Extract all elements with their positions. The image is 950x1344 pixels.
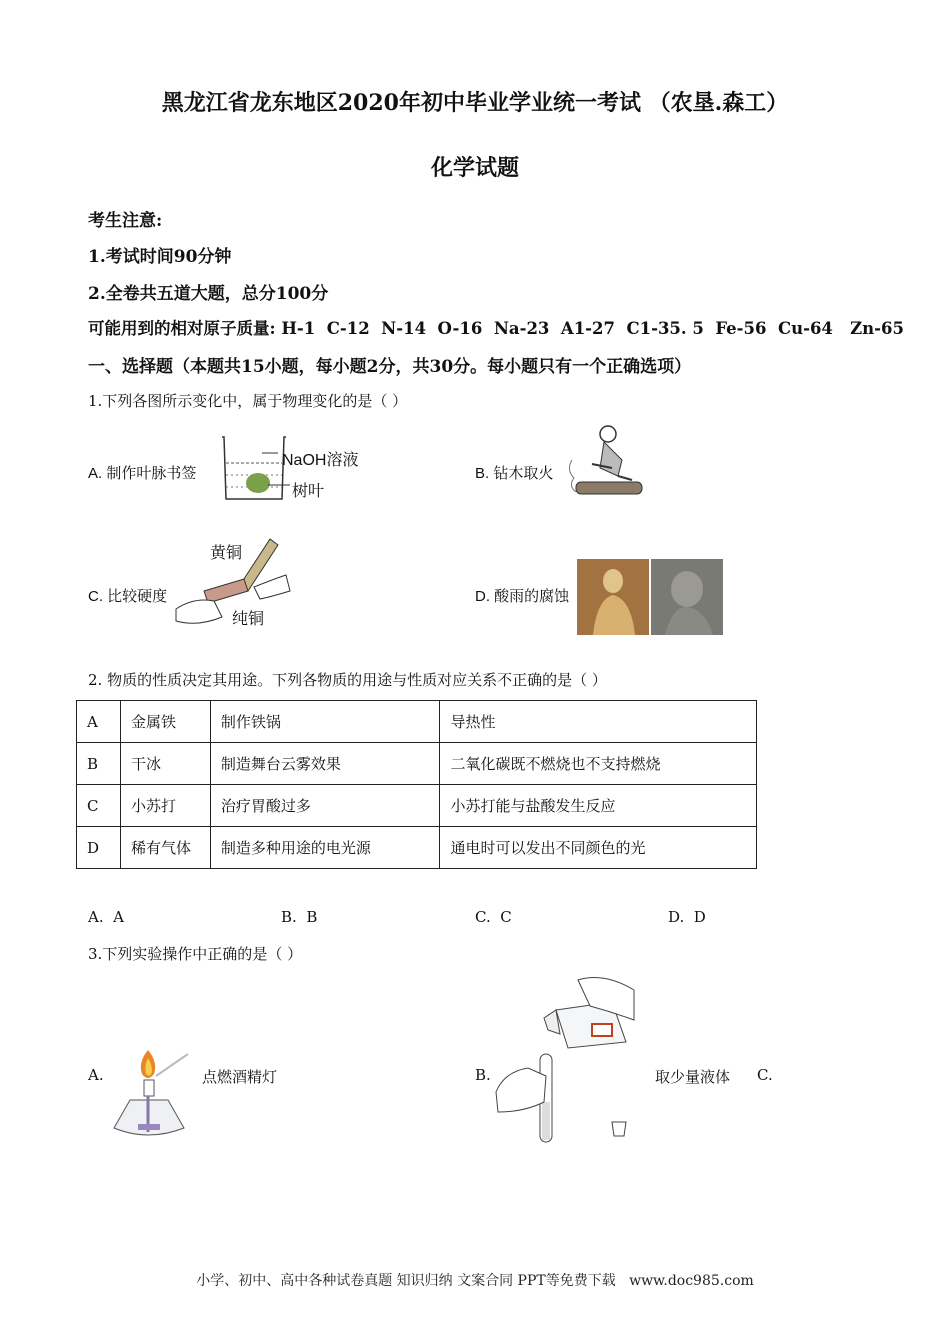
q3-option-a-letter: A. <box>88 1066 104 1084</box>
notice-item-1: 1.考试时间90分钟 <box>88 247 232 267</box>
table-cell: 通电时可以发出不同颜色的光 <box>440 827 757 869</box>
notice-heading: 考生注意: <box>88 211 163 231</box>
q2-table <box>76 700 757 869</box>
exam-title: 黑龙江省龙东地区2020年初中毕业学业统一考试 （农垦.森工） <box>161 90 789 116</box>
table-cell: 稀有气体 <box>120 827 210 869</box>
q1-option-d: D. 酸雨的腐蚀 <box>475 588 570 605</box>
exam-subtitle: 化学试题 <box>430 155 519 181</box>
table-cell: C <box>77 785 121 827</box>
table-cell: 小苏打能与盐酸发生反应 <box>440 785 757 827</box>
brass-label: 黄铜 <box>210 545 243 562</box>
q3-option-a-text: 点燃酒精灯 <box>202 1068 278 1086</box>
atomic-masses: 可能用到的相对原子质量: H-1 C-12 N-14 O-16 Na-23 A1-27 C1-35. 5 Fe-56 Cu-64 Zn-65 <box>88 319 904 338</box>
q2-stem: 2. 物质的性质决定其用途。下列各物质的用途与性质对应关系不正确的是（ ） <box>88 671 607 689</box>
leaf-label: 树叶 <box>292 483 325 500</box>
q3-option-b-letter: B. <box>475 1066 491 1084</box>
acid-rain-photos <box>577 559 723 635</box>
table-cell: 制作铁锅 <box>210 701 440 743</box>
table-cell: A <box>77 701 121 743</box>
q2-choice-b: B. B <box>281 908 318 926</box>
notice-item-2: 2.全卷共五道大题，总分100分 <box>88 284 329 304</box>
table-cell: B <box>77 743 121 785</box>
table-cell: 二氧化碳既不燃烧也不支持燃烧 <box>440 743 757 785</box>
section-heading: 一、选择题（本题共15小题，每小题2分，共30分。每小题只有一个正确选项） <box>88 357 692 377</box>
table-row <box>77 827 757 869</box>
q3-option-c-letter: C. <box>757 1066 773 1084</box>
q1-option-c: C. 比较硬度 <box>88 588 168 605</box>
table-cell: 治疗胃酸过多 <box>210 785 440 827</box>
table-cell: 制造舞台云雾效果 <box>210 743 440 785</box>
q3-stem: 3.下列实验操作中正确的是（ ） <box>88 945 303 963</box>
table-row <box>77 701 757 743</box>
copper-label: 纯铜 <box>232 611 265 628</box>
drill-wood-illustration <box>562 420 652 505</box>
alcohol-lamp-illustration <box>108 1046 193 1146</box>
table-cell: 小苏打 <box>120 785 210 827</box>
q2-choice-a: A. A <box>88 908 124 926</box>
q2-choice-d: D. D <box>668 908 706 926</box>
table-cell: D <box>77 827 121 869</box>
q1-option-a: A. 制作叶脉书签 <box>88 465 197 482</box>
pour-liquid-illustration <box>494 972 644 1147</box>
naoh-label: NaOH溶液 <box>282 452 359 469</box>
footer-text: 小学、初中、高中各种试卷真题 知识归纳 文案合同 PPT等免费下载 www.doc985.com <box>196 1273 754 1289</box>
q1-stem: 1.下列各图所示变化中，属于物理变化的是（ ） <box>88 392 408 410</box>
table-cell: 金属铁 <box>120 701 210 743</box>
table-row <box>77 743 757 785</box>
q2-choice-c: C. C <box>475 908 512 926</box>
table-cell: 干冰 <box>120 743 210 785</box>
q3-option-b-text: 取少量液体 <box>655 1068 731 1086</box>
q1-option-b: B. 钻木取火 <box>475 465 554 482</box>
table-cell: 制造多种用途的电光源 <box>210 827 440 869</box>
table-row <box>77 785 757 827</box>
table-cell: 导热性 <box>440 701 757 743</box>
